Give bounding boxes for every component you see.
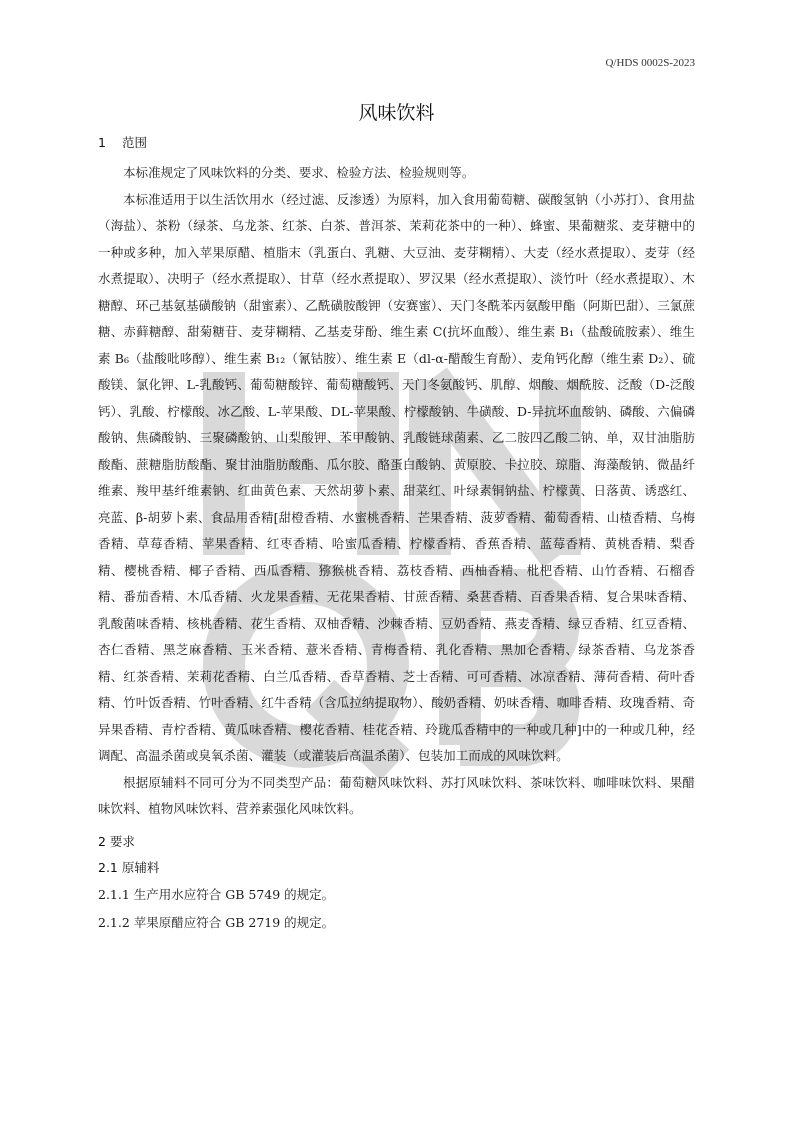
document-body bbox=[98, 134, 695, 941]
document-code: Q/HDS 0002S-2023 bbox=[605, 57, 695, 69]
section-2-1-heading: 2.1 原辅料 bbox=[98, 859, 160, 875]
section-1-heading bbox=[98, 134, 695, 152]
section-1-title: 范围 bbox=[121, 135, 147, 150]
clause-2-1-2: 2.1.2 苹果原醋应符合 GB 2719 的规定。 bbox=[98, 914, 335, 930]
scope-paragraph-1: 本标准规定了风味饮料的分类、要求、检验方法、检验规则等。 bbox=[123, 165, 475, 180]
section-2-heading: 2 要求 bbox=[98, 833, 135, 849]
document-title: 风味饮料 bbox=[358, 102, 435, 124]
section-1-number: 1 bbox=[98, 135, 106, 150]
scope-paragraph-2: 本标准适用于以生活饮用水（经过滤、反渗透）为原料，加入食用葡萄糖、碳酸氢钠（小苏打）、食用盐（海盐）、茶粉（绿茶、乌龙茶、红茶、白茶、普洱茶、茉莉花茶中的一种）、蜂蜜、果葡糖浆、麦芽糖中的一种或多种，加入苹果原醋、植脂末（乳蛋白、乳糖、大豆油、麦芽糊精）、大麦（经水煮提取）、麦芽（经水煮提取）、决明子（经水煮提取）、甘草（经水煮提取）、罗汉果（经水煮提取）、淡竹叶（经水煮提取）、木糖醇、环己基氨基磺酸钠（甜蜜素）、乙酰磺胺酸钾（安赛蜜）、天门冬酰苯丙氨酸甲酯（阿斯巴甜）、三氯蔗糖、赤藓糖醇、甜菊糖苷、麦芽糊精、乙基麦芽酚、维生素 C(抗坏血酸）、维生素 B₁（盐酸硫胺素）、维生素 B₆（盐酸吡哆醇）、维生素 B₁₂（氰钴胺）、维生素 E（dl-α-醋酸生育酚）、麦角钙化醇（维生素 D₂）、硫酸镁、氯化钾、L-乳酸钙、葡萄糖酸锌、葡萄糖酸钙、天门冬氨酸钙、肌醇、烟酸、烟酰胺、泛酸（D-泛酸钙）、乳酸、柠檬酸、冰乙酸、L-苹果酸、DL-苹果酸、柠檬酸钠、牛磺酸、D-异抗坏血酸钠、磷酸、六偏磷酸钠、焦磷酸钠、三聚磷酸钠、山梨酸钾、苯甲酸钠、乳酸链球菌素、乙二胺四乙酸二钠、单，双甘油脂肪酸酯、蔗糖脂肪酸酯、聚甘油脂肪酸酯、瓜尔胶、酪蛋白酸钠、黄原胶、卡拉胶、琼脂、海藻酸钠、微晶纤维素、羧甲基纤维素钠、红曲黄色素、天然胡萝卜素、甜菜红、叶绿素铜钠盐、柠檬黄、日落黄、诱惑红、亮蓝、β-胡萝卜素、食品用香精[甜橙香精、水蜜桃香精、芒果香精、菠萝香精、葡萄香精、山楂香精、乌梅香精、草莓香精、苹果香精、红枣香精、哈蜜瓜香精、柠檬香精、香蕉香精、蓝莓香精、黄桃香精、梨香精、樱桃香精、椰子香精、西瓜香精、猕猴桃香精、荔枝香精、西柚香精、枇杷香精、山竹香精、石榴香精、番茄香精、木瓜香精、火龙果香精、无花果香精、甘蔗香精、桑葚香精、百香果香精、复合果味香精、乳酸菌味香精、核桃香精、花生香精、双柚香精、沙棘香精、豆奶香精、燕麦香精、绿豆香精、红豆香精、杏仁香精、黑芝麻香精、玉米香精、薏米香精、青梅香精、乳化香精、黑加仑香精、绿茶香精、乌龙茶香精、红茶香精、茉莉花香精、白兰瓜香精、香草香精、芝士香精、可可香精、冰凉香精、薄荷香精、荷叶香精、竹叶饭香精、竹叶香精、红牛香精（含瓜拉纳提取物）、酸奶香精、奶味香精、咖啡香精、玫瑰香精、奇异果香精、青柠香精、黄瓜味香精、樱花香精、桂花香精、玲珑瓜香精中的一种或几种]中的一种或几种，经调配、高温杀菌或臭氧杀菌、灌装（或灌装后高温杀菌）、包装加工而成的风味饮料。 bbox=[98, 191, 695, 763]
clause-2-1-1: 2.1.1 生产用水应符合 GB 5749 的规定。 bbox=[98, 886, 335, 902]
scope-paragraph-3: 根据原辅料不同可分为不同类型产品：葡萄糖风味饮料、苏打风味饮料、茶味饮料、咖啡味饮料、果醋味饮料、植物风味饮料、营养素强化风味饮料。 bbox=[98, 774, 695, 816]
